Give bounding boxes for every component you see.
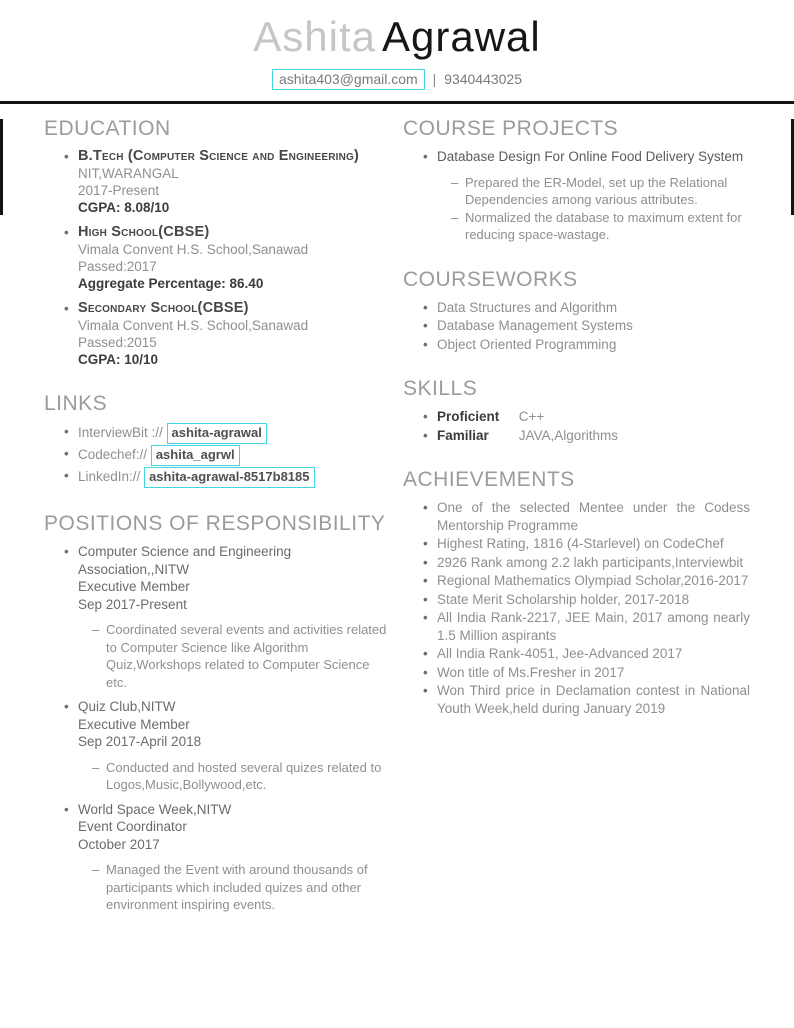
skill-value: C++ xyxy=(518,409,545,424)
project-name: • Database Design For Online Food Delivery System xyxy=(437,149,744,164)
project-details xyxy=(437,174,750,244)
positions-title: POSITIONS OF RESPONSIBILITY xyxy=(44,512,386,535)
education-section xyxy=(44,117,390,368)
position-details xyxy=(78,759,390,794)
achievement-item: • All India Rank-4051, Jee-Advanced 2017 xyxy=(403,645,750,663)
achievements-list xyxy=(403,499,750,717)
link-platform: InterviewBit :// xyxy=(78,425,163,440)
course-projects-section xyxy=(403,117,750,244)
link-username[interactable]: ashita-agrawal xyxy=(167,423,267,444)
achievements-title: ACHIEVEMENTS xyxy=(403,468,575,491)
project-item xyxy=(403,148,750,244)
education-item xyxy=(44,224,390,292)
skills-title: SKILLS xyxy=(403,377,478,400)
degree: • Secondary School(CBSE) xyxy=(78,300,249,316)
period: Passed:2017 xyxy=(78,259,157,274)
skills-section xyxy=(403,377,750,444)
education-title: EDUCATION xyxy=(44,117,171,140)
institution: Vimala Convent H.S. School,Sanawad xyxy=(78,242,309,257)
position-detail: – Conducted and hosted several quizes related to Logos,Music,Bollywood,etc. xyxy=(78,759,390,794)
role: Executive Member xyxy=(78,716,190,732)
institution: NIT,WARANGAL xyxy=(78,166,179,181)
achievement-item: • Won title of Ms.Fresher in 2017 xyxy=(403,664,750,682)
link-item xyxy=(44,423,390,444)
last-name: Agrawal xyxy=(381,13,541,60)
position-detail: – Managed the Event with around thousands of participants which included quizes and other environment inspiring events. xyxy=(78,861,390,914)
positions-list xyxy=(44,543,390,914)
content-columns xyxy=(0,104,794,921)
role: Executive Member xyxy=(78,579,190,594)
first-name: Ashita xyxy=(253,13,376,60)
links-section xyxy=(44,392,390,488)
period: October 2017 xyxy=(78,836,160,852)
skill-item xyxy=(403,408,750,426)
skill-value: JAVA,Algorithms xyxy=(518,427,619,443)
organization: • World Space Week,NITW xyxy=(78,801,232,817)
position-item xyxy=(44,801,390,914)
link-username[interactable]: ashita-agrawal-8517b8185 xyxy=(144,467,314,488)
organization: • Computer Science and Engineering Association,,NITW xyxy=(78,544,292,577)
score: CGPA: 8.08/10 xyxy=(78,200,170,215)
skill-item xyxy=(403,427,750,445)
coursework-item: • Object Oriented Programming xyxy=(403,336,750,354)
position-detail: – Coordinated several events and activities related to Computer Science like Algorithm Quiz,Workshops related to Computer Science etc. xyxy=(78,621,390,691)
institution: Vimala Convent H.S. School,Sanawad xyxy=(78,318,309,333)
project-detail: – Prepared the ER-Model, set up the Relational Dependencies among various attributes. xyxy=(437,174,750,209)
position-details xyxy=(78,621,390,691)
skills-list xyxy=(403,408,750,444)
period: Sep 2017-Present xyxy=(78,596,187,612)
courseworks-title: COURSEWORKS xyxy=(403,267,578,291)
courseworks-section xyxy=(403,268,750,354)
degree: • B.Tech (Computer Science and Engineering) xyxy=(78,148,360,164)
achievement-item: • 2926 Rank among 2.2 lakh participants,Interviewbit xyxy=(403,554,750,572)
achievements-section xyxy=(403,468,750,717)
courseworks-list xyxy=(403,299,750,354)
achievement-item: • State Merit Scholarship holder, 2017-2018 xyxy=(403,591,750,609)
link-platform: LinkedIn:// xyxy=(78,469,141,484)
positions-section xyxy=(44,512,390,914)
email-link[interactable]: ashita403@gmail.com xyxy=(272,69,425,90)
organization: • Quiz Club,NITW xyxy=(78,699,176,714)
coursework-item: • Data Structures and Algorithm xyxy=(403,299,750,317)
period: Sep 2017-April 2018 xyxy=(78,734,202,749)
position-item xyxy=(44,543,390,691)
role: Event Coordinator xyxy=(78,819,187,834)
link-platform: Codechef:// xyxy=(78,447,148,462)
course-projects-title: COURSE PROJECTS xyxy=(403,117,619,140)
project-detail: – Normalized the database to maximum extent for reducing space-wastage. xyxy=(437,209,750,244)
period: Passed:2015 xyxy=(78,335,157,350)
candidate-name xyxy=(0,12,794,62)
education-item xyxy=(44,300,390,368)
projects-list xyxy=(403,148,750,244)
contact-separator: | xyxy=(432,71,437,87)
contact-line xyxy=(0,69,794,90)
position-details xyxy=(78,861,390,914)
coursework-item: • Database Management Systems xyxy=(403,317,750,335)
resume-header xyxy=(0,0,794,90)
achievement-item: • One of the selected Mentee under the Codess Mentorship Programme xyxy=(403,499,750,534)
phone-number: 9340443025 xyxy=(444,71,523,87)
score: CGPA: 10/10 xyxy=(78,352,159,367)
left-column xyxy=(44,104,390,921)
left-edge-border xyxy=(0,119,3,215)
education-item xyxy=(44,148,390,216)
period: 2017-Present xyxy=(78,183,160,198)
link-item xyxy=(44,445,390,466)
position-item xyxy=(44,698,390,794)
achievement-item: • Highest Rating, 1816 (4-Starlevel) on CodeChef xyxy=(403,535,750,553)
degree: • High School(CBSE) xyxy=(78,224,210,240)
education-list xyxy=(44,148,390,368)
achievement-item: • Won Third price in Declamation contest in National Youth Week,held during January 2019 xyxy=(403,682,750,717)
achievement-item: • Regional Mathematics Olympiad Scholar,2016-2017 xyxy=(403,572,750,590)
link-item xyxy=(44,467,390,488)
link-username[interactable]: ashita_agrwl xyxy=(151,445,240,466)
skill-level: Proficient xyxy=(437,409,500,424)
skill-level: Familiar xyxy=(437,427,489,443)
links-list xyxy=(44,423,390,488)
links-title: LINKS xyxy=(44,392,108,415)
achievement-item: • All India Rank-2217, JEE Main, 2017 among nearly 1.5 Million aspirants xyxy=(403,609,750,644)
right-column xyxy=(403,104,750,921)
score: Aggregate Percentage: 86.40 xyxy=(78,276,264,291)
